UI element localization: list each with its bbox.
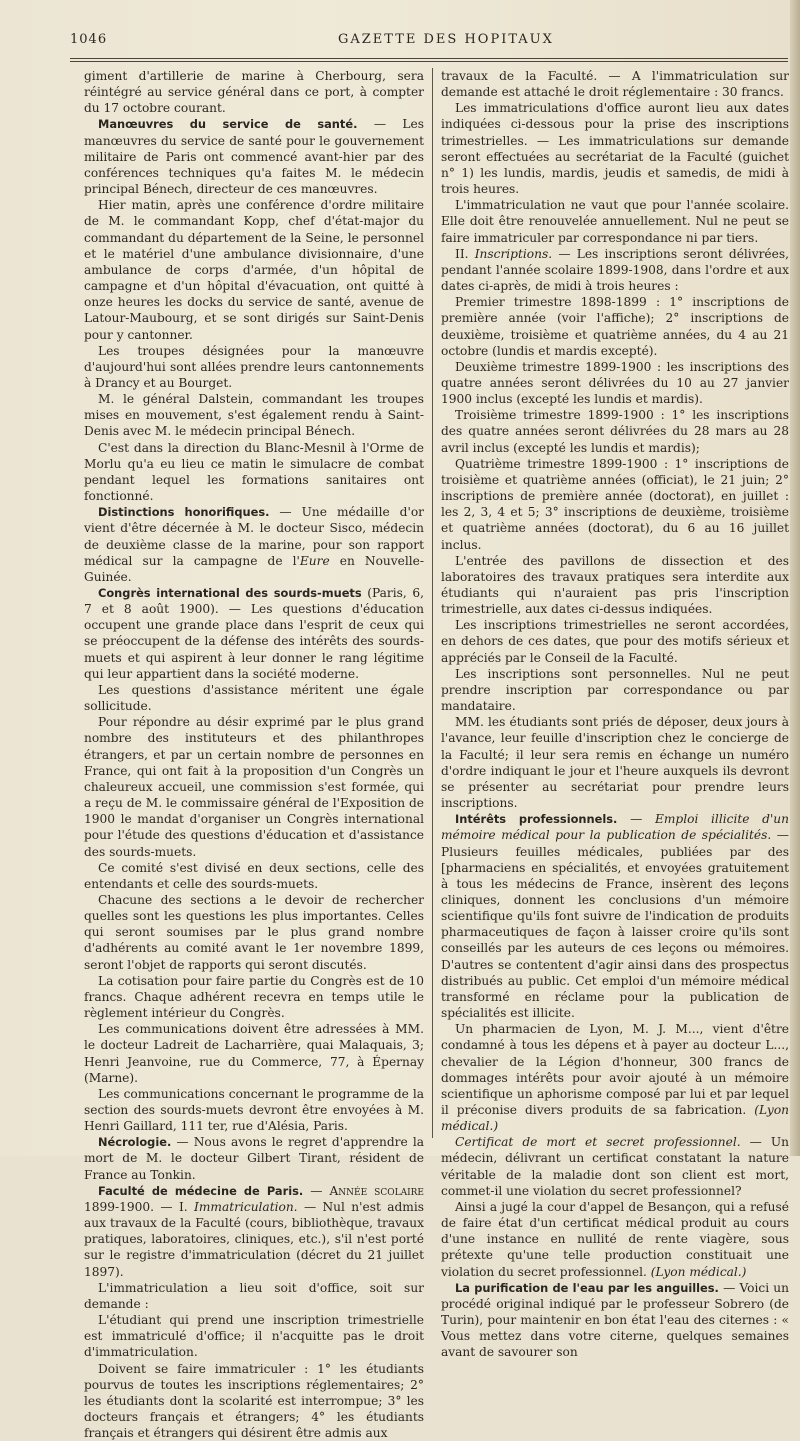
paragraph: Les communications doivent être adressées à MM. le docteur Ladreit de Lacharrière, quai Malaquais, 3; Henri Jeanvoine, rue du Commerce, 77, à Épernay (Marne). (84, 1021, 424, 1086)
paragraph: Troisième trimestre 1899-1900 : 1° les inscriptions des quatre années seront délivrées du 28 mars au 28 avril inclus (excepté les lundis et mardis); (441, 407, 789, 455)
paragraph: M. le général Dalstein, commandant les troupes mises en mouvement, s'est également rendu à Saint-Denis avec M. le médecin principal Bénech. (84, 391, 424, 439)
paragraph-certificate (441, 1134, 789, 1199)
left-column (84, 68, 424, 1441)
paragraph-text: — Nous avons le regret d'apprendre la mort de M. le docteur Gilbert Tirant, résident de France au Tonkin. (84, 1135, 424, 1181)
page-number: 1046 (70, 32, 107, 47)
paragraph-text: Un pharmacien de Lyon, M. J. M..., vient d'être condamné à tous les dépens et à payer au docteur L..., chevalier de la Légion d'honneur, 300 francs de dommages intérêts pour avoir ajouté à un mémoire scientifique un aphorisme composé par lui et par lequel il préconise divers produits de sa fabrication. (441, 1022, 789, 1117)
section-heading: Faculté de médecine de Paris. (98, 1184, 303, 1198)
paragraph-text: — Voici un procédé original indiqué par le professeur Sobrero (de Turin), pour maintenir en bon état l'eau des citernes : « Vous mettez dans votre citerne, quelques semaines avant de savourer son (441, 1281, 789, 1360)
source-citation: (Lyon médical.) (651, 1265, 747, 1279)
paragraph: Les questions d'assistance méritent une égale sollicitude. (84, 682, 424, 714)
ship-name: Eure (300, 554, 330, 568)
right-column (441, 68, 789, 1361)
subsection-title: Immatriculation. (194, 1200, 298, 1214)
paragraph-text: — Les manœuvres du service de santé pour le gouvernement militaire de Paris ont commencé avant-hier par des conférences techniques qu'a faites M. le médecin principal Bénech, directeur de ces manœuvres. (84, 117, 424, 196)
paragraph-obituary (84, 1134, 424, 1182)
section-heading: Distinctions honorifiques. (98, 505, 269, 519)
paragraph: Les inscriptions sont personnelles. Nul ne peut prendre inscription par correspondance ou par mandataire. (441, 666, 789, 714)
paragraph-faculty (84, 1183, 424, 1280)
paragraph: Chacune des sections a le devoir de rechercher quelles sont les questions les plus importantes. Celles qui seront soumises par le plus grand nombre d'adhérents au comité avant le 1er novembre 1899, seront l'objet de rapports qui seront discutés. (84, 892, 424, 973)
paragraph: MM. les étudiants sont priés de déposer, deux jours à l'avance, leur feuille d'inscription chez le concierge de la Faculté; il leur sera remis en échange un numéro d'ordre indiquant le jour et l'heure auxquels ils devront se présenter au secrétariat pour prendre leurs inscriptions. (441, 714, 789, 811)
paragraph-maneuvers (84, 116, 424, 197)
paragraph-text: — Un médecin, délivrant un certificat constatant la nature véritable de la maladie dont son client est mort, commet-il une violation du secret professionnel? (441, 1135, 789, 1197)
paragraph-lyon (441, 1021, 789, 1134)
paragraph: La cotisation pour faire partie du Congrès est de 10 francs. Chaque adhérent recevra en temps utile le règlement intérieur du Congrès. (84, 973, 424, 1021)
school-year: — Année scolaire 1899-1900. (84, 1184, 424, 1214)
paragraph-besancon (441, 1199, 789, 1280)
paragraph-text: — Nul n'est admis aux travaux de la Faculté (cours, bibliothèque, travaux pratiques, laboratoires, cliniques, etc.), s'il n'est porté sur le registre d'immatriculation (décret du 21 juillet 1897). (84, 1200, 424, 1279)
source-citation: (Lyon médical.) (441, 1103, 789, 1133)
section-heading: Manœuvres du service de santé. (98, 117, 357, 131)
paragraph: Les troupes désignées pour la manœuvre d'aujourd'hui sont allées prendre leurs cantonnements à Drancy et au Bourget. (84, 343, 424, 391)
paragraph-text: — Les inscriptions seront délivrées, pendant l'année scolaire 1899-1908, dans l'ordre et aux dates ci-après, de midi à trois heures : (441, 247, 789, 293)
paragraph: Les communications concernant le programme de la section des sourds-muets devront être envoyées à M. Henri Gaillard, 111 ter, rue d'Alésia, Paris. (84, 1086, 424, 1134)
paragraph: Les immatriculations d'office auront lieu aux dates indiquées ci-dessous pour la prise des inscriptions trimestrielles. — Les immatriculations sur demande seront effectuées au secrétariat de la Faculté (guichet n° 1) les lundis, mardis, jeudis et samedis, de midi à trois heures. (441, 100, 789, 197)
paragraph-text: (Paris, 6, 7 et 8 août 1900). — Les questions d'éducation occupent une grande place dans l'esprit de ceux qui se préoccupent de la défense des intérêts des sourds-muets et qui aspirent à leur donner le rang légitime qui leur appartient dans la société moderne. (84, 586, 424, 681)
page-header (70, 30, 788, 54)
paragraph-congress (84, 585, 424, 682)
subsection-title: Inscriptions. (475, 247, 552, 261)
section-heading: Congrès international des sourds-muets (98, 586, 362, 600)
paragraph-eels (441, 1280, 789, 1361)
paragraph-text: — I. (154, 1200, 194, 1214)
paragraph-text: — (617, 812, 655, 826)
paragraph: Ce comité s'est divisé en deux sections, celle des entendants et celle des sourds-muets. (84, 860, 424, 892)
paragraph-text: II. (455, 247, 475, 261)
paragraph: L'immatriculation ne vaut que pour l'année scolaire. Elle doit être renouvelée annuellement. Nul ne peut se faire immatriculer par correspondance ni par tiers. (441, 197, 789, 245)
paragraph-text: — Plusieurs feuilles médicales, publiées par des [pharmaciens en spécialités, et envoyées gratuitement à tous les médecins de France, insèrent des leçons cliniques, donnent les conclusions d'un mémoire scientifique qu'ils font suivre de l'indication de produits pharmaceutiques de façon à laisser croire qu'ils sont conseillés par les auteurs de ces leçons ou mémoires. D'autres se contentent d'agir ainsi dans des prospectus distribués au public. Cet emploi d'un mémoire médical transformé en réclame pour la publication de spécialités est illicite. (441, 828, 789, 1020)
paragraph: L'étudiant qui prend une inscription trimestrielle est immatriculé d'office; il n'acquitte pas le droit d'immatriculation. (84, 1312, 424, 1360)
paragraph: C'est dans la direction du Blanc-Mesnil à l'Orme de Morlu qu'a eu lieu ce matin le simulacre de combat pendant lequel les formations sanitaires ont fonctionné. (84, 440, 424, 505)
section-heading: La purification de l'eau par les anguilles. (455, 1281, 719, 1295)
paragraph: Deuxième trimestre 1899-1900 : les inscriptions des quatre années seront délivrées du 10 au 27 janvier 1900 inclus (excepté les lundis et mardis). (441, 359, 789, 407)
paragraph: travaux de la Faculté. — A l'immatriculation sur demande est attaché le droit réglementaire : 30 francs. (441, 68, 789, 100)
paragraph: Pour répondre au désir exprimé par le plus grand nombre des instituteurs et des philanthropes étrangers, et par un certain nombre de personnes en France, qui ont fait à la proposition d'un Congrès un chaleureux accueil, une commission s'est formée, qui a reçu de M. le commissaire général de l'Exposition de 1900 le mandat d'organiser un Congrès international pour l'étude des questions d'éducation et d'assistance des sourds-muets. (84, 714, 424, 859)
paragraph: Quatrième trimestre 1899-1900 : 1° inscriptions de troisième et quatrième années (officiat), le 21 juin; 2° inscriptions de première année (doctorat), en juillet : les 2, 3, 4 et 5; 3° inscriptions de deuxième, troisième et quatrième années (doctorat), du 6 au 16 juillet inclus. (441, 456, 789, 553)
paragraph: Les inscriptions trimestrielles ne seront accordées, en dehors de ces dates, que pour des motifs sérieux et appréciés par le Conseil de la Faculté. (441, 617, 789, 665)
paragraph: giment d'artillerie de marine à Cherbourg, sera réintégré au service général dans ce port, à compter du 17 octobre courant. (84, 68, 424, 116)
paragraph-professional (441, 811, 789, 1021)
page-edge (790, 0, 800, 1156)
subsection-title: Certificat de mort et secret professionnel. (455, 1135, 741, 1149)
paragraph: L'entrée des pavillons de dissection et des laboratoires des travaux pratiques sera interdite aux étudiants qui n'auraient pas pris l'inscription trimestrielle, aux dates ci-dessus indiquées. (441, 553, 789, 618)
paragraph: Premier trimestre 1898-1899 : 1° inscriptions de première année (voir l'affiche); 2° inscriptions de deuxième, troisième et quatrième années, du 4 au 21 octobre (lundis et mardis excepté). (441, 294, 789, 359)
paragraph-text: — Une médaille d'or vient d'être décernée à M. le docteur Sisco, médecin de deuxième classe de la marine, pour son rapport médical sur la campagne de l' (84, 505, 424, 567)
subsection-title: Emploi illicite d'un mémoire médical pour la publication de spécialités. (441, 812, 789, 842)
section-heading: Intérêts professionnels. (455, 812, 617, 826)
paragraph: Doivent se faire immatriculer : 1° les étudiants pourvus de toutes les inscriptions réglementaires; 2° les étudiants dont la scolarité est interrompue; 3° les docteurs français et étrangers; 4° les étudiants français et étrangers qui désirent être admis aux (84, 1361, 424, 1441)
column-divider (432, 68, 433, 1138)
paragraph-text: en Nouvelle-Guinée. (84, 554, 424, 584)
paragraph: Hier matin, après une conférence d'ordre militaire de M. le commandant Kopp, chef d'état-major du commandant du département de la Seine, le personnel et le matériel d'une ambulance divisionnaire, d'une ambulance de corps d'armée, d'un hôpital de campagne et d'un hôpital d'évacuation, ont quitté à onze heures les docks du service de santé, avenue de Latour-Maubourg, et se sont dirigés sur Saint-Denis pour y cantonner. (84, 197, 424, 342)
paragraph-honors (84, 504, 424, 585)
header-rule (70, 58, 788, 62)
section-heading: Nécrologie. (98, 1135, 171, 1149)
paragraph: L'immatriculation a lieu soit d'office, soit sur demande : (84, 1280, 424, 1312)
paragraph-text: Ainsi a jugé la cour d'appel de Besançon, qui a refusé de faire état d'un certificat médical produit au cours d'une instance en nullité de rente viagère, sous prétexte qu'une telle production constituait une violation du secret professionnel. (441, 1200, 789, 1279)
paragraph-inscriptions (441, 246, 789, 294)
journal-title: GAZETTE DES HOPITAUX (338, 32, 554, 47)
